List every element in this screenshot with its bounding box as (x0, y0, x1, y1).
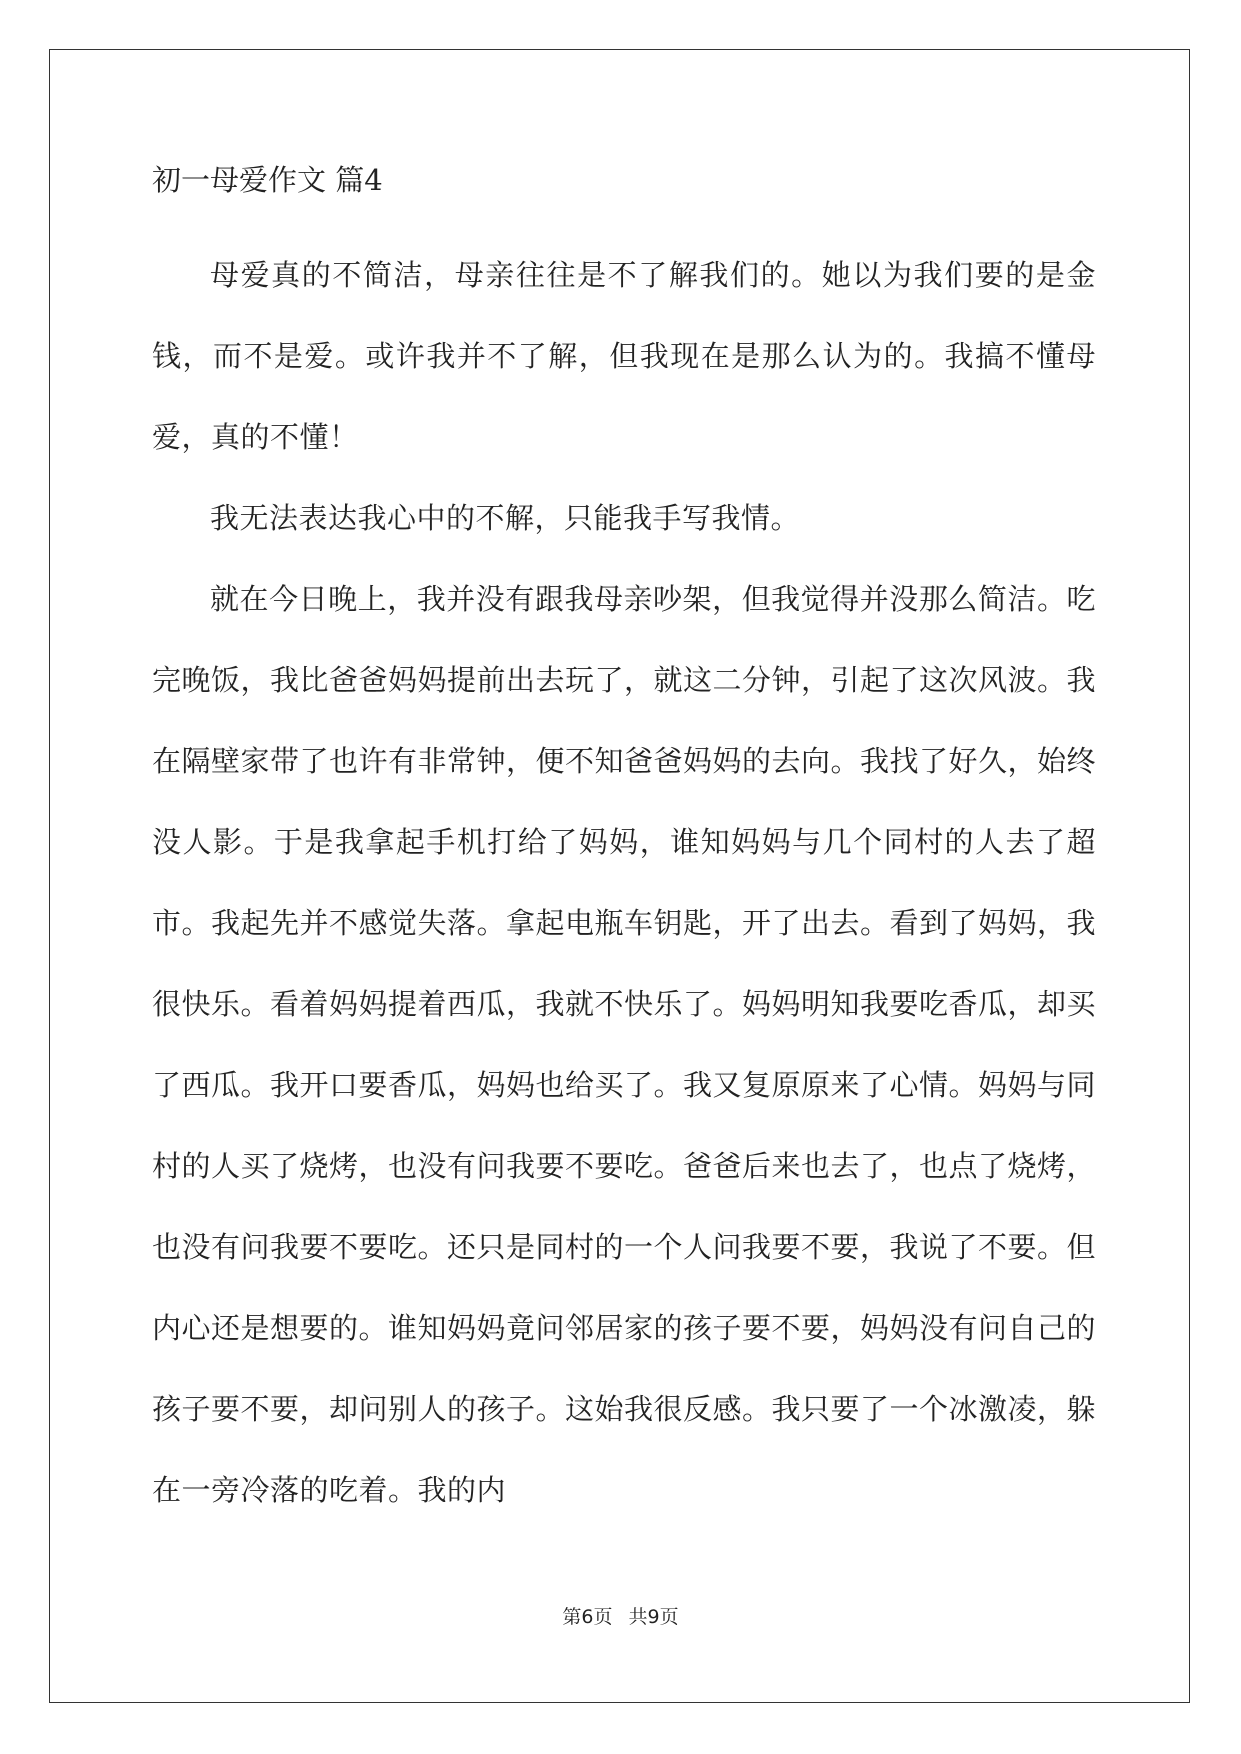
page-total: 共9页 (628, 1606, 679, 1628)
paragraph-1: 母爱真的不简洁，母亲往往是不了解我们的。她以为我们要的是金钱，而不是爱。或许我并不了解，但我现在是那么认为的。我搞不懂母爱，真的不懂！ (152, 258, 1096, 454)
essay-title: 初一母爱作文 篇4 (152, 163, 383, 197)
page-footer (0, 1602, 1241, 1629)
document-body (152, 154, 1096, 1531)
page-number: 第6页 (562, 1606, 613, 1628)
paragraph-2: 我无法表达我心中的不解，只能我手写我情。 (210, 501, 801, 535)
paragraph-3: 就在今日晚上，我并没有跟我母亲吵架，但我觉得并没那么简洁。吃完晚饭，我比爸爸妈妈提前出去玩了，就这二分钟，引起了这次风波。我在隔壁家带了也许有非常钟，便不知爸爸妈妈的去向。我找了好久，始终没人影。于是我拿起手机打给了妈妈，谁知妈妈与几个同村的人去了超市。我起先并不感觉失落。拿起电瓶车钥匙，开了出去。看到了妈妈，我很快乐。看着妈妈提着西瓜，我就不快乐了。妈妈明知我要吃香瓜，却买了西瓜。我开口要香瓜，妈妈也给买了。我又复原原来了心情。妈妈与同村的人买了烧烤，也没有问我要不要吃。爸爸后来也去了，也点了烧烤，也没有问我要不要吃。还只是同村的一个人问我要不要，我说了不要。但内心还是想要的。谁知妈妈竟问邻居家的孩子要不要，妈妈没有问自己的孩子要不要，却问别人的孩子。这始我很反感。我只要了一个冰激凌，躲在一旁冷落的吃着。我的内 (152, 582, 1097, 1507)
